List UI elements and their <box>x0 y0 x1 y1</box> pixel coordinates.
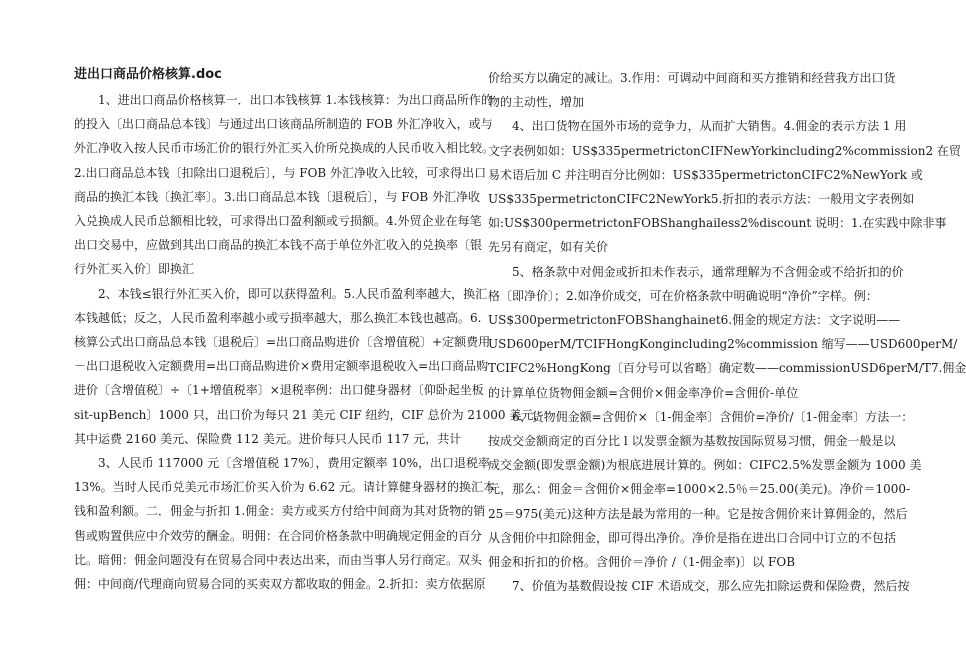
text-line: 文字表例如如：US$335permetrictonCIFNewYorkincluding2%commission2 在贸 <box>488 143 961 158</box>
text-line: 如:US$300permetrictonFOBShanghailess2%discount 说明：1.在实践中除非事 <box>488 216 947 231</box>
text-line: 售或购置供应中介效劳的酬金。明佣：在合同价格条款中明确规定佣金的百分 <box>74 528 483 543</box>
text-line: 格〔即净价〕；2.如净价成交，可在价格条款中明确说明“净价”字样。例： <box>488 288 878 303</box>
text-line: 先另有商定，如有关价 <box>488 240 609 255</box>
text-line: USD600perM/TCIFHongKongincluding2%commission 缩写——USD600perM/ <box>488 337 958 352</box>
text-line: 2、本钱≤银行外汇买入价，即可以获得盈利。5.人民币盈利率越大，换汇 <box>74 286 488 301</box>
text-line: 成交金额(即发票金额)为根底进展计算的。例如：CIFC2.5%发票金额为 1000 美 <box>488 458 922 473</box>
text-line: 价给买方以确定的减让。3.作用：可调动中间商和买方推销和经营我方出口货 <box>488 71 896 85</box>
text-line: 3、人民币 117000 元〔含增值税 17%〕，费用定额率 10%，出口退税率 <box>74 456 491 471</box>
text-line: 从含佣价中扣除佣金，即可得出净价。净价是指在进出口合同中订立的不包括 <box>488 530 897 545</box>
text-line: 比。暗佣：佣金问题没有在贸易合同中表达出来，而由当事人另行商定。双头 <box>74 552 483 567</box>
text-line: US$335permetrictonCIFC2NewYork5.折扣的表示方法：一般用文字表例如 <box>488 192 915 207</box>
text-line: 外汇净收入按人民币市场汇价的银行外汇买入价所兑换成的人民币收入相比较。 <box>74 141 495 156</box>
text-line: sit-upBench〕1000 只，出口价为每只 21 美元 CIF 纽约，CIF 总价为 21000 美元， <box>74 407 546 422</box>
text-line: 的投入〔出口商品总本钱〕与通过出口该商品所制造的 FOB 外汇净收入，或与 <box>74 117 493 132</box>
text-line: 钱和盈利额。二．佣金与折扣 1.佣金：卖方或买方付给中间商为其对货物的销 <box>74 504 486 519</box>
text-line: 2.出口商品总本钱〔扣除出口退税后〕，与 FOB 外汇净收入比较，可求得出口 <box>74 165 487 180</box>
right-column <box>488 66 966 598</box>
text-line: 6、货物佣金额=含佣价×〔1-佣金率〕含佣价=净价/〔1-佣金率〕方法一： <box>488 409 914 424</box>
text-line: 7、价值为基数假设按 CIF 术语成交，那么应先扣除运费和保险费，然后按 <box>488 579 910 594</box>
text-line: 商品的换汇本钱〔换汇率〕。3.出口商品总本钱〔退税后〕，与 FOB 外汇净收 <box>74 189 481 204</box>
text-line: 4、出口货物在国外市场的竞争力，从而扩大销售。4.佣金的表示方法 1 用 <box>488 119 907 134</box>
text-line: TCIFC2%HongKong〔百分号可以省略〕确定数——commissionUSD6perM/T7.佣金 <box>488 361 966 376</box>
text-line: 佣金和折扣的价格。含佣价＝净价 /（1-佣金率)〕以 FOB <box>488 555 796 570</box>
text-line: 行外汇买入价〕即换汇 <box>74 262 195 277</box>
text-line: 5、格条款中对佣金或折扣未作表示，通常理解为不含佣金或不给折扣的价 <box>488 264 904 279</box>
text-line: 按成交金额商定的百分比 l 以发票金额为基数按国际贸易习惯，佣金一般是以 <box>488 434 896 449</box>
text-line: 出口交易中，应做到其出口商品的换汇本钱不高于单位外汇收入的兑换率〔银 <box>74 238 483 253</box>
text-line: 佣：中间商/代理商向贸易合同的买卖双方都收取的佣金。2.折扣：卖方依据原 <box>74 577 486 592</box>
text-line: US$300permetrictonFOBShanghainet6.佣金的规定方法：文字说明—— <box>488 313 901 328</box>
text-line: 物的主动性，增加 <box>488 95 585 110</box>
text-line: 的计算单位货物佣金额=含佣价×佣金率净价=含佣价-单位 <box>488 385 799 400</box>
text-line: 入兑换成人民币总额相比较，可求得出口盈利额或亏损额。4.外贸企业在每笔 <box>74 214 482 229</box>
text-line: 13%。当时人民币兑美元市场汇价买入价为 6.62 元。请计算健身器材的换汇本 <box>74 480 496 495</box>
text-line: 进价〔含增值税〕÷〔1+增值税率〕×退税率例：出口健身器材〔仰卧起坐板 <box>74 383 484 398</box>
text-line: －出口退税收入定额费用=出口商品购进价×费用定额率退税收入=出口商品购 <box>74 359 489 374</box>
document-title: 进出口商品价格核算.doc <box>74 67 222 82</box>
text-line: 25＝975(美元)这种方法是最为常用的一种。它是按含佣价来计算佣金的，然后 <box>488 506 908 521</box>
text-line: 本钱越低；反之，人民币盈利率越小或亏损率越大，那么换汇本钱也越高。6. <box>74 310 482 325</box>
text-line: 元，那么：佣金＝含佣价×佣金率=1000×2.5％＝25.00(美元)。净价＝1000- <box>488 482 911 497</box>
text-line: 1、进出口商品价格核算一．出口本钱核算 1.本钱核算：为出口商品所作的 <box>74 93 493 107</box>
text-line: 核算公式出口商品总本钱〔退税后〕=出口商品购进价〔含增值税〕+定额费用 <box>74 335 491 350</box>
text-line: 易术语后加 C 并注明百分比例如：US$335permetrictonCIFC2%NewYork 或 <box>488 167 923 182</box>
text-line: 其中运费 2160 美元、保险费 112 美元。进价每只人民币 117 元，共计 <box>74 431 462 446</box>
